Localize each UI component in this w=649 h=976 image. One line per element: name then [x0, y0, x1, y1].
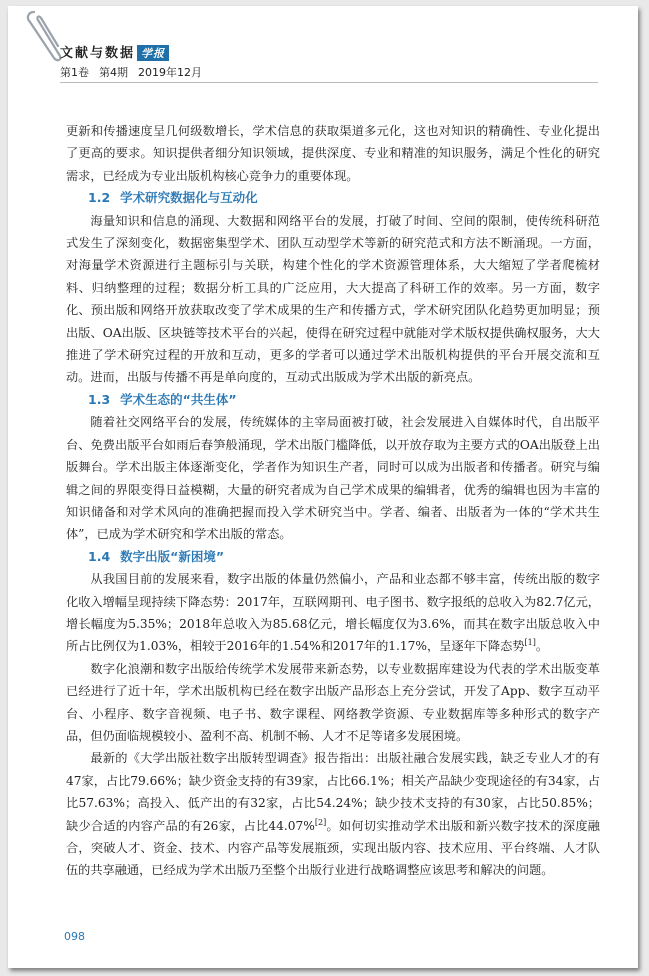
paragraph: [66, 411, 600, 545]
paragraph-text: 从我国目前的发展来看，数字出版的体量仍然偏小，产品和业态都不够丰富，传统出版的数字化收入增幅呈现持续下降态势：2017年，互联网期刊、电子图书、数字报纸的总收入为82.7亿元，增长幅度为5.35%；2018年总收入为85.68亿元，增长幅度仅为3.6%，而其在数字出版总收入中所占比例仅为1.03%，相较于2016年的1.54%和2017年的1.17%，呈逐年下降态势: [66, 572, 600, 654]
paragraph: [66, 658, 600, 748]
paragraph-text-tail: 。: [535, 639, 549, 654]
paragraph-text: 数字化浪潮和数字出版给传统学术发展带来新态势，以专业数据库建设为代表的学术出版变革已经进行了近十年，学术出版机构已经在数字出版产品形态上充分尝试，开发了App、数字互动平台、小程序、数字音视频、电子书、数字课程、网络教学资源、专业数据库等多种形式的数字产品，但仍面临规模较小、盈利不高、机制不畅、人才不足等诸多发展困境。: [66, 661, 600, 743]
journal-badge: 学报: [137, 45, 169, 61]
paragraph-text: 最新的《大学出版社数字出版转型调查》报告指出：出版社融合发展实践，缺乏专业人才的有47家，占比79.66%；缺少资金支持的有39家，占比66.1%；相关产品缺少变现途径的有34家，占比57.63%；高投入、低产出的有32家，占比54.24%；缺少技术支持的有30家，占比50.85%；缺少合适的内容产品的有26家，占比44.07%: [66, 751, 600, 833]
section-heading: [66, 546, 600, 568]
section-number: 1.3: [88, 391, 111, 407]
page-number: 098: [64, 930, 85, 943]
paragraph: [66, 210, 600, 389]
paragraph-text-tail: 。如何切实推动学术出版和新兴数字技术的深度融合，突破人才、资金、技术、内容产品等发展瓶颈，实现出版内容、技术应用、平台终端、人才队伍的共享融通，已经成为学术出版乃至整个出版行业进行战略调整应该思考和解决的问题。: [66, 818, 600, 878]
journal-header: [60, 42, 169, 61]
citation-ref: [2]: [314, 817, 327, 827]
section-number: 1.2: [88, 190, 111, 206]
issue-line: [60, 64, 212, 80]
section-number: 1.4: [88, 548, 111, 564]
paragraph-text: 更新和传播速度呈几何级数增长，学术信息的获取渠道多元化，这也对知识的精确性、专业化提出了更高的要求。知识提供者细分知识领域，提供深度、专业和精准的知识服务，满足个性化的研究需求，已经成为专业出版机构核心竞争力的重要体现。: [66, 124, 600, 183]
paragraph: [66, 747, 600, 881]
paragraph: [66, 120, 600, 187]
paperclip-icon: [20, 6, 64, 66]
header-rule: [60, 82, 598, 83]
citation-ref: [1]: [524, 638, 536, 648]
issue: 第4期: [99, 66, 128, 79]
section-title: 学术生态的“共生体”: [120, 391, 237, 407]
section-title: 学术研究数据化与互动化: [120, 190, 258, 206]
section-heading: [66, 389, 600, 411]
paragraph: [66, 568, 600, 658]
paragraph-text: 海量知识和信息的涌现、大数据和网络平台的发展，打破了时间、空间的限制，使传统科研范式发生了深刻变化，数据密集型学术、团队互动型学术等新的研究范式和方法不断涌现。一方面，对海量学术资源进行主题标引与关联，构建个性化的学术资源管理体系，大大缩短了学者爬梳材料、归纳整理的过程；数据分析工具的广泛应用，大大提高了科研工作的效率。另一方面，数字化、预出版和网络开放获取改变了学术成果的生产和传播方式，学术研究团队化趋势更加明显；预出版、OA出版、区块链等技术平台的兴起，使得在研究过程中就能对学术版权提供确权服务，大大推进了学术研究过程的开放和互动，更多的学者可以通过学术出版机构提供的平台开展交流和互动。进而，出版与传播不再是单向度的，互动式出版成为学术出版的新亮点。: [66, 213, 600, 385]
document-page: [8, 6, 638, 968]
volume: 第1卷: [60, 66, 89, 79]
section-heading: [66, 187, 600, 209]
paragraph-text: 随着社交网络平台的发展，传统媒体的主宰局面被打破，社会发展进入自媒体时代，自出版平台、免费出版平台如雨后春笋般涌现，学术出版门槛降低，以开放存取为主要方式的OA出版登上出版舞台。学术出版主体逐渐变化，学者作为知识生产者，同时可以成为出版者和传播者。研究与编辑之间的界限变得日益模糊，大量的研究者成为自己学术成果的编辑者，优秀的编辑也因为丰富的知识储备和对学术风向的准确把握而投入学术研究当中。学者、编者、出版者为一体的“学术共生体”，已成为学术研究和学术出版的常态。: [66, 415, 600, 542]
journal-title: 文献与数据: [60, 46, 136, 61]
body-text: [66, 120, 600, 882]
section-title: 数字出版“新困境”: [120, 548, 225, 564]
date: 2019年12月: [138, 66, 202, 79]
